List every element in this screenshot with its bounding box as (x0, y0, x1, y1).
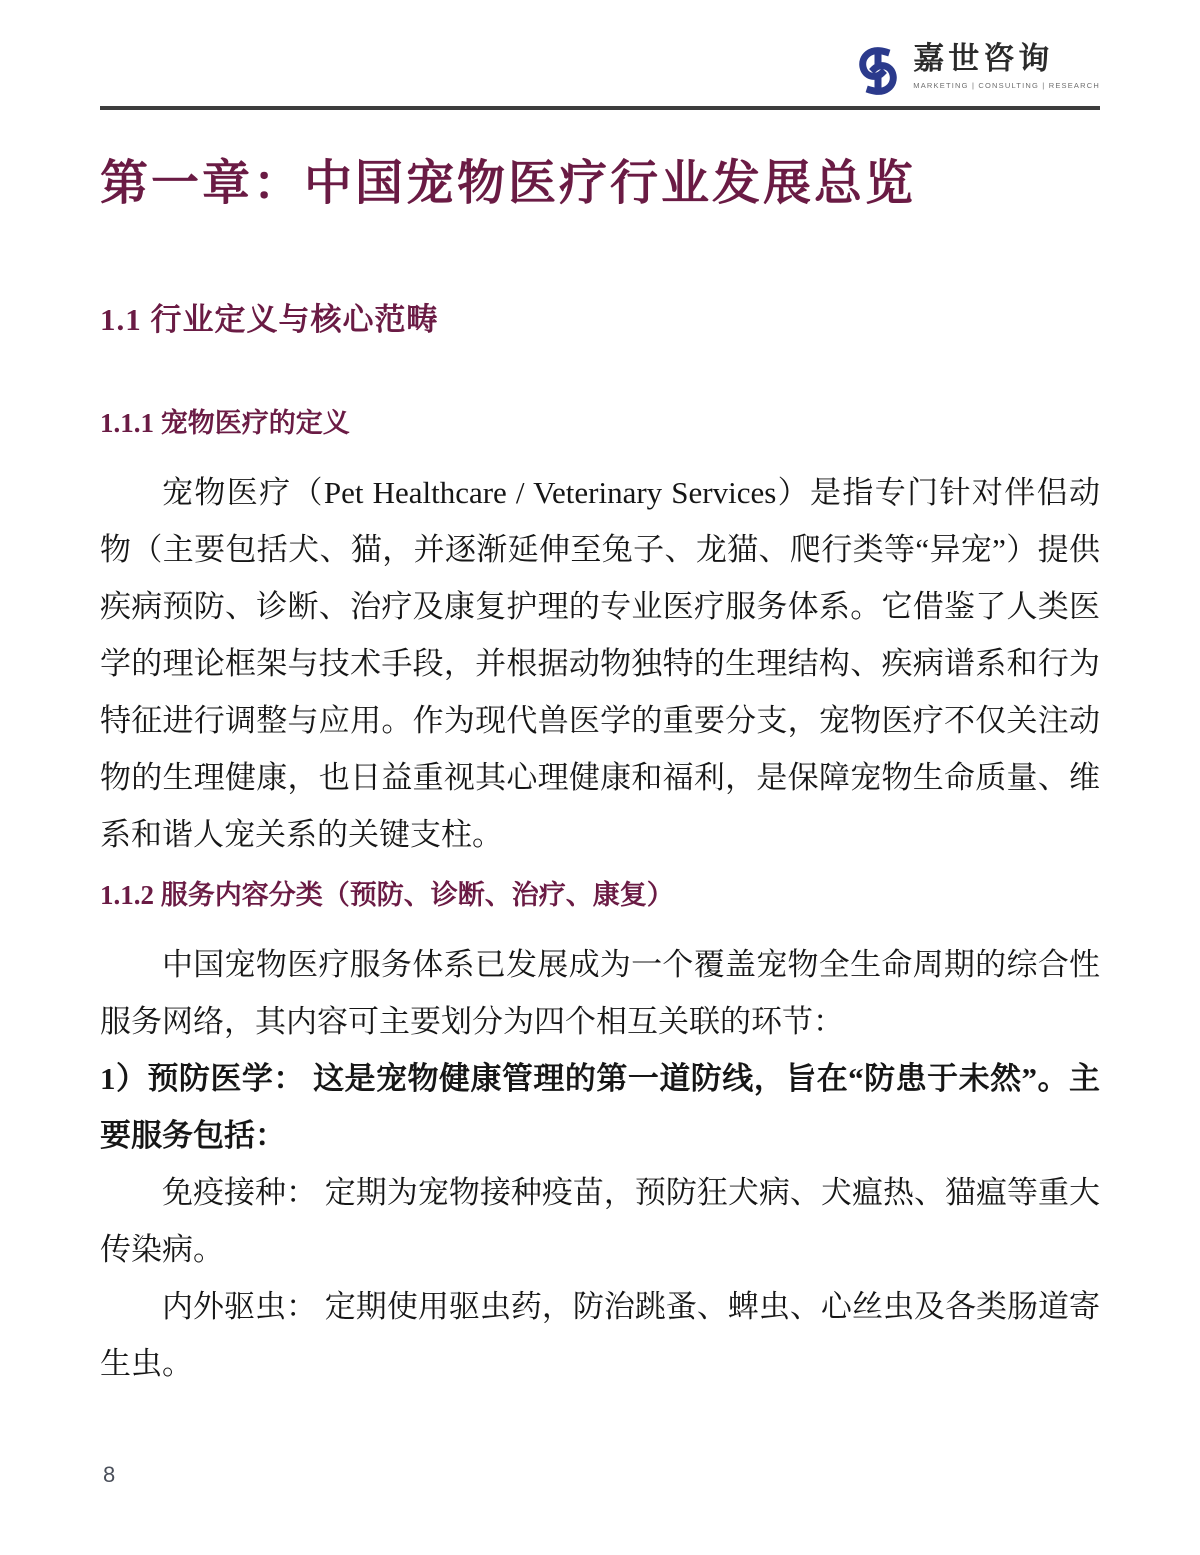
jiashi-logo-icon (855, 44, 901, 98)
brand-block (100, 42, 1100, 102)
chapter-title: 第一章：中国宠物医疗行业发展总览 (100, 157, 917, 210)
paragraph-classification-intro: 中国宠物医疗服务体系已发展成为一个覆盖宠物全生命周期的综合性服务网络，其内容可主要划分为四个相互关联的环节： (100, 947, 1100, 1039)
section-heading-1-1: 1.1 行业定义与核心范畴 (100, 302, 439, 337)
subsection-heading-1-1-2: 1.1.2 服务内容分类（预防、诊断、治疗、康复） (100, 880, 674, 910)
brand-tagline: MARKETING | CONSULTING | RESEARCH (913, 81, 1100, 91)
subsection-heading-1-1-1: 1.1.1 宠物医疗的定义 (100, 408, 350, 438)
header-divider (100, 106, 1100, 110)
page-header (0, 0, 1200, 110)
paragraph-prevention-lead: 1）预防医学： 这是宠物健康管理的第一道防线，旨在“防患于未然”。主要服务包括： (100, 1061, 1100, 1153)
paragraph-definition: 宠物医疗（Pet Healthcare / Veterinary Services）是指专门针对伴侣动物（主要包括犬、猫，并逐渐延伸至兔子、龙猫、爬行类等“异宠”）提供疾病预防、诊断、治疗及康复护理的专业医疗服务体系。它借鉴了人类医学的理论框架与技术手段，并根据动物独特的生理结构、疾病谱系和行为特征进行调整与应用。作为现代兽医学的重要分支，宠物医疗不仅关注动物的生理健康，也日益重视其心理健康和福利，是保障宠物生命质量、维系和谐人宠关系的关键支柱。 (100, 475, 1100, 852)
brand-text (913, 42, 1100, 90)
paragraph-vaccination: 免疫接种： 定期为宠物接种疫苗，预防狂犬病、犬瘟热、猫瘟等重大传染病。 (100, 1175, 1100, 1267)
page-number: 8 (103, 1462, 116, 1487)
brand-name: 嘉世咨询 (913, 41, 1054, 76)
document-body (0, 154, 1200, 1392)
paragraph-deworming: 内外驱虫： 定期使用驱虫药，防治跳蚤、蜱虫、心丝虫及各类肠道寄生虫。 (100, 1289, 1100, 1381)
